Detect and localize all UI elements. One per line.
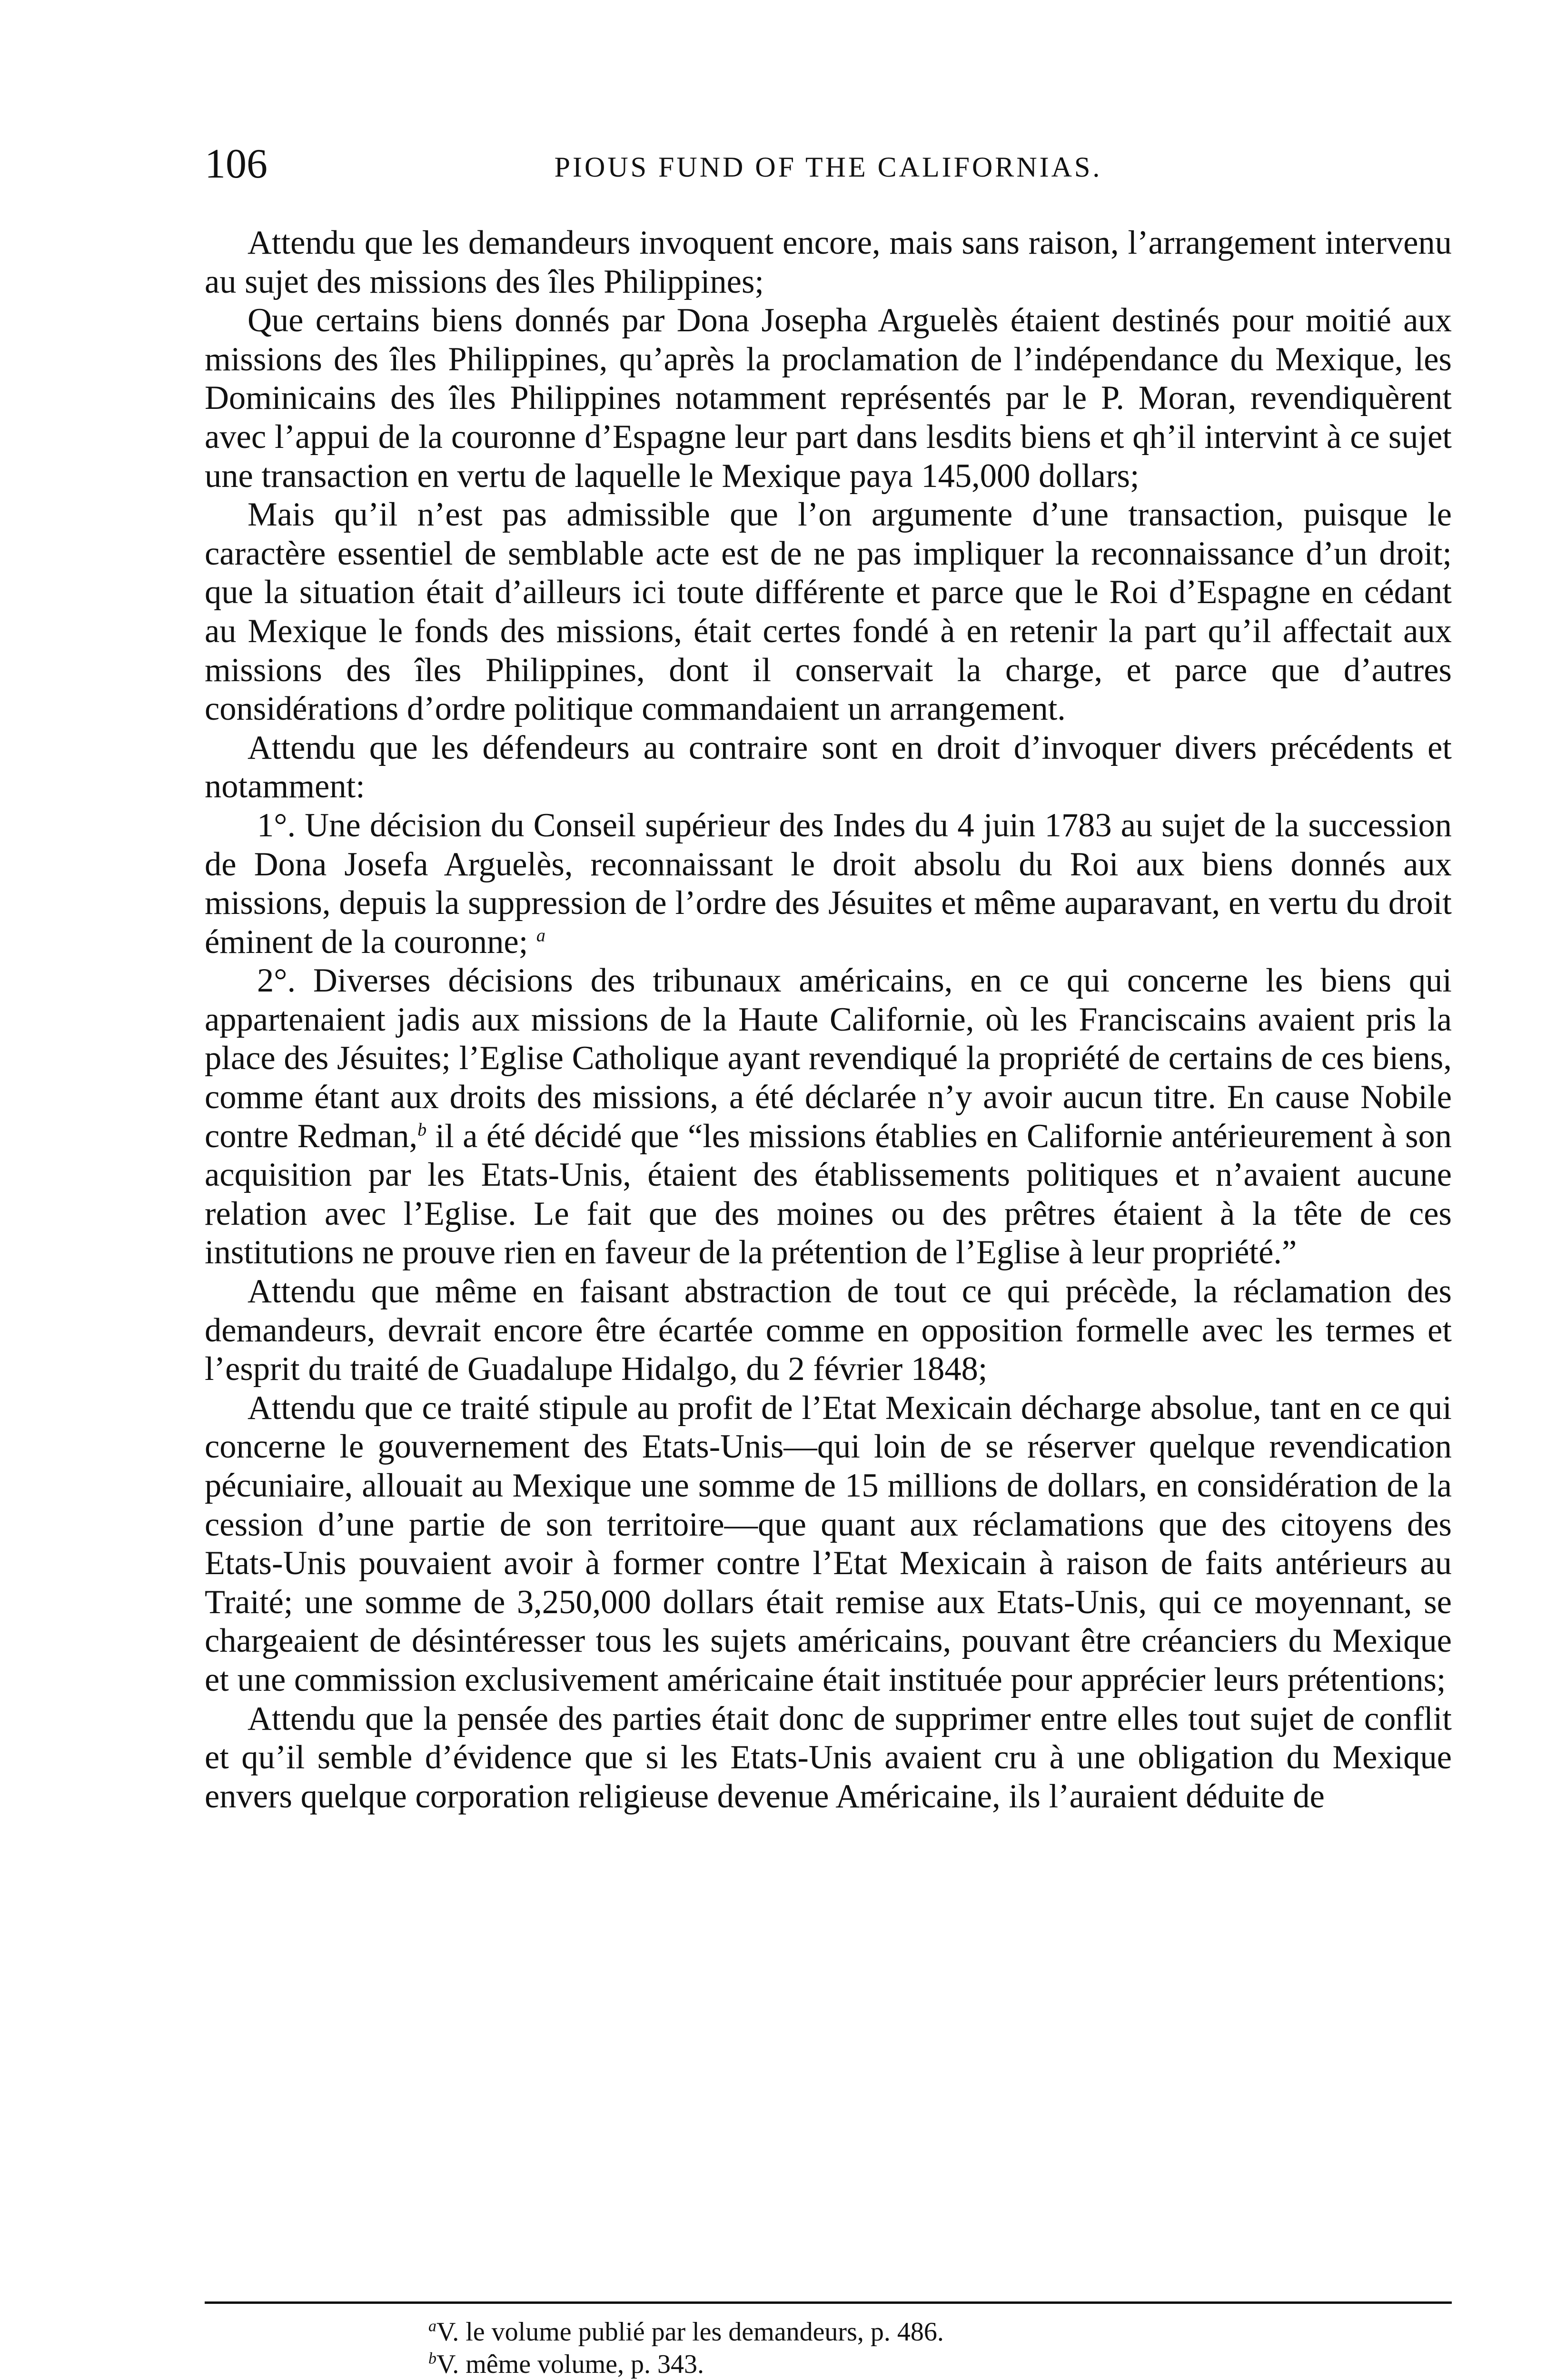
paragraph: Attendu que les défendeurs au contraire sont en droit d’invoquer divers précédents et notamment: — [205, 729, 1452, 805]
running-title: PIOUS FUND OF THE CALIFORNIAS. — [554, 151, 1102, 183]
page-number: 106 — [205, 141, 268, 187]
paragraph: Mais qu’il n’est pas admissible que l’on argumente d’une transaction, puisque le caractère essentiel de semblable acte est de ne pas impliquer la reconnaissance d’un droit; que la situation était d’ailleurs ici toute différente et parce que le Roi d’Espagne en cédant au Mexique le fonds des missions, était certes fondé à en retenir la part qu’il affectait aux missions des îles Philippines, dont il conservait la charge, et parce que d’autres considérations d’ordre politique commandaient un arrangement. — [205, 496, 1452, 728]
paragraph: Que certains biens donnés par Dona Josepha Arguelès étaient destinés pour moitié aux missions des îles Philippines, qu’après la proclamation de l’indépendance du Mexique, les Dominicains des îles Philippines notamment représentés par le P. Moran, revendiquèrent avec l’appui de la couronne d’Espagne leur part dans lesdits biens et qh’il intervint à ce sujet une transaction en vertu de laquelle le Mexique paya 145,000 dollars; — [205, 302, 1452, 495]
footnote-b — [428, 2348, 1428, 2380]
footnote-reference: a — [536, 925, 545, 946]
item-text: 1°. Une décision du Conseil supérieur des Indes du 4 juin 1783 au sujet de la succession de Dona Josefa Arguelès, reconnaissant le droit absolu du Roi aux biens donnés aux missions, depuis la suppression de l’ordre des Jésuites et même auparavant, en vertu du droit éminent de la couronne; — [205, 806, 1452, 961]
footnote-a — [428, 2316, 1428, 2348]
page-header — [205, 138, 1452, 190]
footnotes — [428, 2316, 1428, 2380]
body-text — [205, 224, 1452, 1816]
numbered-item-1 — [205, 806, 1452, 962]
paragraph: Attendu que ce traité stipule au profit de l’Etat Mexicain décharge absolue, tant en ce qui concerne le gouvernement des Etats-Unis—qui loin de se réserver quelque revendication pécuniaire, allouait au Mexique une somme de 15 millions de dollars, en considération de la cession d’une partie de son territoire—que quant aux réclamations que des citoyens des Etats-Unis pouvaient avoir à former contre l’Etat Mexicain à raison de faits antérieurs au Traité; une somme de 3,250,000 dollars était remise aux Etats-Unis, qui ce moyennant, se chargeaient de désintéresser tous les sujets américains, pouvant être créanciers du Mexique et une commission exclusivement américaine était instituée pour apprécier leurs prétentions; — [205, 1389, 1452, 1698]
paragraph: Attendu que même en faisant abstraction de tout ce qui précède, la réclamation des demandeurs, devrait encore être écartée comme en opposition formelle avec les termes et l’esprit du traité de Guadalupe Hidalgo, du 2 février 1848; — [205, 1273, 1452, 1388]
item-text: 2°. Diverses décisions des tribunaux américains, en ce qui concerne les biens qui appartenaient jadis aux missions de la Haute Californie, où les Franciscains avaient pris la place des Jésuites; l’Eglise Catholique ayant revendiqué la propriété de certains de ces biens, comme étant aux droits des missions, a été déclarée n’y avoir aucun titre. En cause Nobile contre Redman, — [205, 962, 1452, 1155]
footnote-reference: b — [417, 1120, 427, 1140]
item-text: il a été décidé que “les missions établies en Californie antérieurement à son acquisition par les Etats-Unis, étaient des établissements politiques et n’avaient aucune relation avec l’Eglise. Le fait que des moines ou des prêtres étaient à la tête de ces institutions ne prouve rien en faveur de la prétention de l’Eglise à leur propriété.” — [205, 1117, 1452, 1271]
footnote-mark: b — [428, 2350, 436, 2368]
footnote-divider — [205, 2301, 1452, 2304]
paragraph: Attendu que la pensée des parties était donc de supprimer entre elles tout sujet de conflit et qu’il semble d’évidence que si les Etats-Unis avaient cru à une obligation du Mexique envers quelque corporation religieuse devenue Américaine, ils l’auraient déduite de — [205, 1700, 1452, 1815]
footnote-text: V. même volume, p. 343. — [436, 2350, 704, 2379]
numbered-item-2 — [205, 962, 1452, 1272]
footnote-text: V. le volume publié par les demandeurs, p. 486. — [436, 2317, 944, 2347]
paragraph: Attendu que les demandeurs invoquent encore, mais sans raison, l’arrangement intervenu au sujet des missions des îles Philippines; — [205, 224, 1452, 300]
footnote-mark: a — [428, 2317, 436, 2335]
